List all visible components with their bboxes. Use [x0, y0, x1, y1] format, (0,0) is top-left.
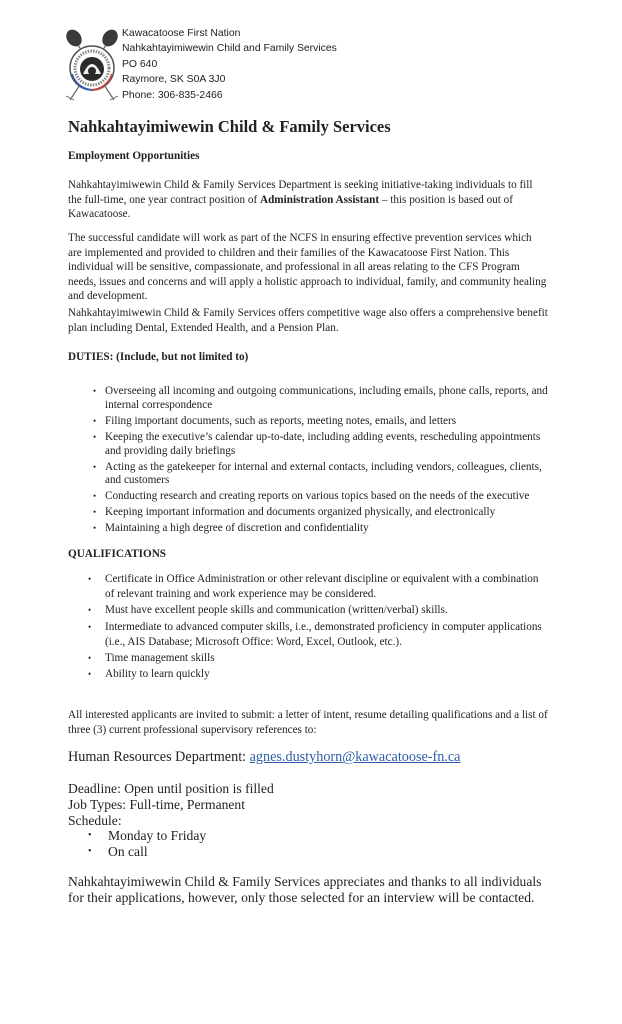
intro-text-end: – this position is based out of Kawacatoose. — [68, 193, 513, 221]
intro-paragraph — [68, 178, 548, 222]
address-line-phone: Phone: 306-835-2466 — [122, 89, 223, 101]
schedule-list — [68, 828, 274, 860]
schedule-item: • On call — [68, 844, 274, 860]
address-line-department: Nahkahtayimiwewin Child and Family Services — [122, 43, 337, 55]
hr-contact-label: Human Resources Department: — [68, 749, 250, 765]
closing-paragraph: Nahkahtayimiwewin Child & Family Services appreciates and thanks to all individuals for their applications, however, only those selected for an interview will be contacted. — [68, 874, 542, 905]
qualification-item: • Time management skills — [88, 651, 548, 666]
hr-contact — [68, 749, 460, 766]
qualification-item: • Certificate in Office Administration or other relevant discipline or equivalent with a combination of relevant training and work experience may be considered. — [88, 572, 548, 602]
address-line-nation: Kawacatoose First Nation — [122, 28, 241, 39]
deadline-text: Deadline: Open until position is filled — [68, 781, 274, 796]
qualifications-list — [88, 572, 548, 683]
qualification-item: • Ability to learn quickly — [88, 667, 548, 682]
qualification-item: • Intermediate to advanced computer skills, i.e., demonstrated proficiency in computer applications (i.e., AIS Database; Microsoft Office: Word, Excel, Outlook, etc.). — [88, 620, 548, 650]
hr-email-link[interactable]: agnes.dustyhorn@kawacatoose-fn.ca — [249, 749, 461, 765]
schedule-label: Schedule: — [68, 812, 122, 828]
document-title: Nahkahtayimiwewin Child & Family Services — [68, 117, 391, 136]
organization-address — [122, 26, 337, 103]
position-title: Administration Assistant — [260, 193, 380, 206]
organization-logo-icon — [62, 24, 122, 106]
duty-item: • Acting as the gatekeeper for internal and external contacts, including vendors, colleagues, clients, and customers — [96, 461, 556, 489]
duty-item: • Conducting research and creating reports on various topics based on the needs of the executive — [96, 490, 556, 504]
duty-item: • Keeping the executive’s calendar up-to-date, including adding events, rescheduling appointments and providing daily briefings — [96, 431, 556, 459]
duty-item: • Keeping important information and documents organized physically, and electronically — [96, 506, 556, 520]
section-heading-employment: Employment Opportunities — [68, 150, 200, 162]
address-line-city: Raymore, SK S0A 3J0 — [122, 74, 226, 86]
job-types-text: Job Types: Full-time, Permanent — [68, 796, 246, 812]
address-line-po-box: PO 640 — [122, 58, 158, 70]
letterhead — [62, 24, 462, 108]
qualifications-heading: QUALIFICATIONS — [68, 548, 167, 560]
intro-text: Nahkahtayimiwewin Child & Family Services Department is seeking initiative-taking individuals to fill the full-time, one year contract position of — [68, 179, 533, 206]
duty-item: • Overseeing all incoming and outgoing communications, including emails, phone calls, reports, and internal correspondence — [96, 385, 556, 413]
duties-heading: DUTIES: (Include, but not limited to) — [68, 351, 249, 363]
candidate-description-paragraph: The successful candidate will work as part of the NCFS in ensuring effective prevention services which are implemented and provided to children and their families of the Kawacatoose First Nation. This individual will be sensitive, compassionate, and professional in all areas relating to the CFS Program needs, issues and concerns and will apply a holistic approach to individual, family, and community healing and development. — [68, 232, 547, 303]
duty-item: • Filing important documents, such as reports, meeting notes, emails, and letters — [96, 415, 556, 429]
qualification-item: • Must have excellent people skills and communication (written/verbal) skills. — [88, 603, 548, 618]
job-details — [68, 781, 274, 860]
benefits-paragraph: Nahkahtayimiwewin Child & Family Services offers competitive wage also offers a comprehensive benefit plan including Dental, Extended Health, and a Pension Plan. — [68, 307, 548, 334]
schedule-item: • Monday to Friday — [68, 828, 274, 844]
application-instructions: All interested applicants are invited to submit: a letter of intent, resume detailing qualifications and a list of three (3) current professional supervisory references to: — [68, 709, 548, 736]
duties-list — [96, 385, 556, 538]
duty-item: • Maintaining a high degree of discretion and confidentiality — [96, 522, 556, 536]
